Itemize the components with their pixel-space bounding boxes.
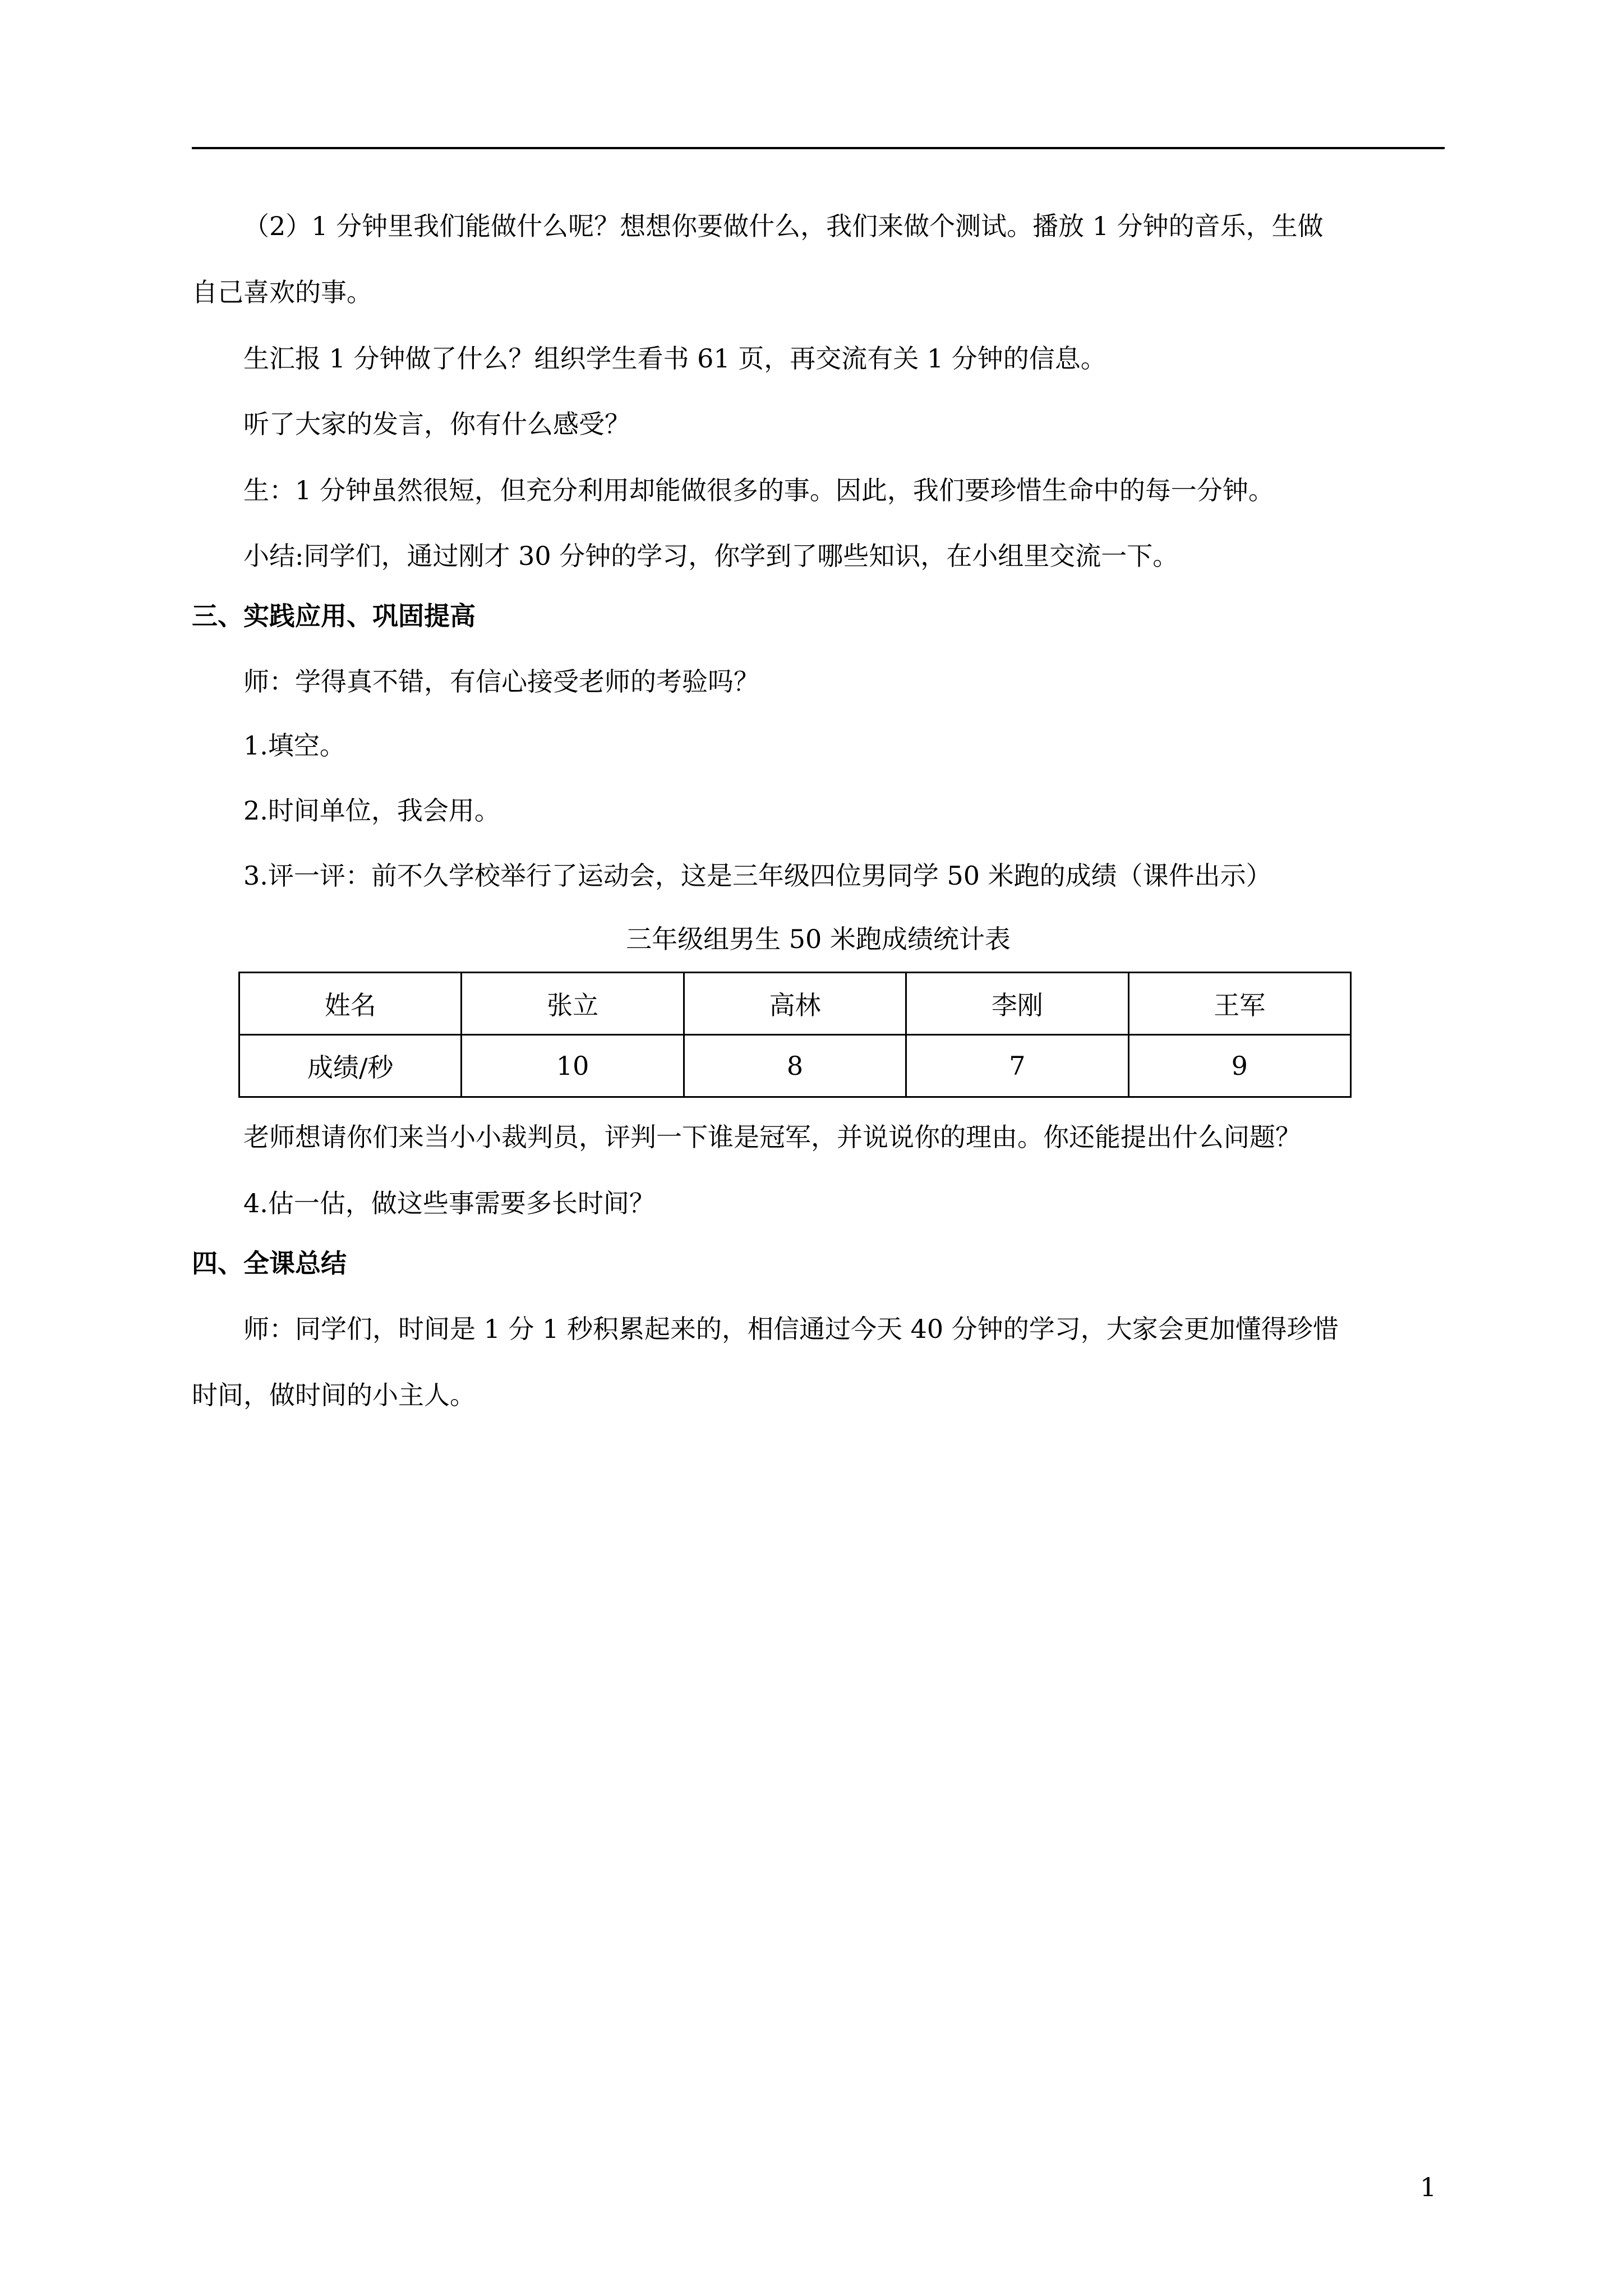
table-header-cell: 王军 [1128,973,1350,1035]
table-cell: 8 [684,1035,906,1097]
paragraph-3: 听了大家的发言，你有什么感受？ [243,409,630,439]
table-cell: 9 [1128,1035,1350,1097]
paragraph-7: 1.填空。 [243,730,345,761]
paragraph-6: 师：学得真不错，有信心接受老师的考验吗？ [243,666,759,697]
table-row [239,1035,1351,1097]
table-cell: 10 [462,1035,684,1097]
table-cell: 7 [906,1035,1128,1097]
table-row [239,973,1351,1035]
paragraph-1-continued: 自己喜欢的事。 [192,277,372,307]
paragraph-9: 3.评一评：前不久学校举行了运动会，这是三年级四位男同学 50 米跑的成绩（课件出示） [243,861,1272,891]
header-rule [192,147,1445,149]
paragraph-4: 生：1 分钟虽然很短，但充分利用却能做很多的事。因此，我们要珍惜生命中的每一分钟。 [243,475,1274,505]
paragraph-11: 4.估一估，做这些事需要多长时间？ [243,1188,655,1218]
table-header-cell: 张立 [462,973,684,1035]
paragraph-2: 生汇报 1 分钟做了什么？组织学生看书 61 页，再交流有关 1 分钟的信息。 [243,343,1106,374]
section-heading-4: 四、全课总结 [192,1248,347,1278]
table-caption: 三年级组男生 50 米跑成绩统计表 [626,924,1011,954]
page-number: 1 [1420,2172,1437,2202]
table-header-cell: 姓名 [239,973,462,1035]
paragraph-10: 老师想请你们来当小小裁判员，评判一下谁是冠军，并说说你的理由。你还能提出什么问题？ [243,1122,1301,1152]
paragraph-1: （2）1 分钟里我们能做什么呢？想想你要做什么，我们来做个测试。播放 1 分钟的音乐，生做 [243,211,1324,241]
paragraph-8: 2.时间单位，我会用。 [243,795,500,826]
paragraph-12-continued: 时间，做时间的小主人。 [192,1380,476,1410]
table-cell: 成绩/秒 [239,1035,462,1097]
section-heading-3: 三、实践应用、巩固提高 [192,601,476,631]
table-header-cell: 李刚 [906,973,1128,1035]
score-table [238,972,1352,1098]
paragraph-5: 小结:同学们，通过刚才 30 分钟的学习，你学到了哪些知识，在小组里交流一下。 [243,541,1179,571]
table-header-cell: 高林 [684,973,906,1035]
paragraph-12: 师：同学们，时间是 1 分 1 秒积累起来的，相信通过今天 40 分钟的学习，大家会更加懂得珍惜 [243,1314,1339,1344]
